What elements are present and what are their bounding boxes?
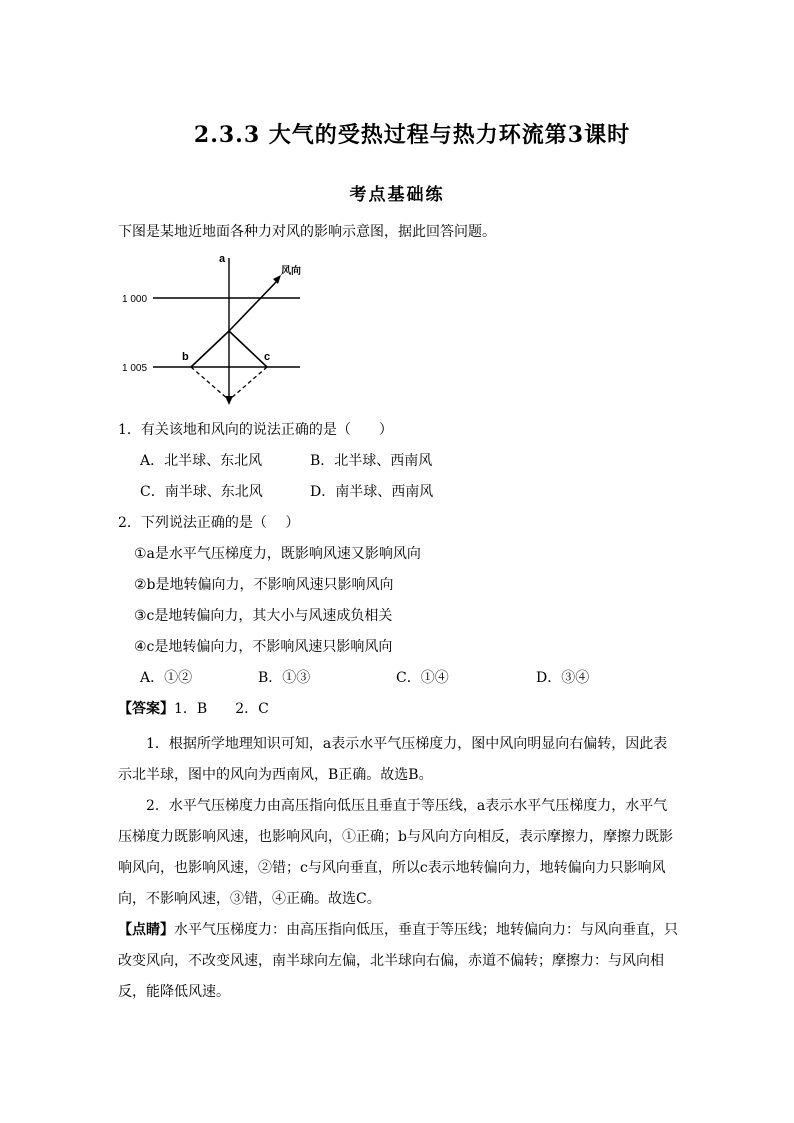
explanation-2: 2．水平气压梯度力由高压指向低压且垂直于等压线，a表示水平气压梯度力，水平气压梯度力既影响风速，也影响风向，①正确；b与风向方向相反，表示摩擦力，摩擦力既影响风向，也影响风速，②错；c与风向垂直，所以c表示地转偏向力，地转偏向力只影响风向，不影响风速，③错，④正确。故选C。 bbox=[118, 798, 673, 907]
label-1000: 1 000 bbox=[122, 294, 148, 305]
label-1005: 1 005 bbox=[122, 363, 148, 374]
force-arrowhead-down bbox=[225, 396, 233, 405]
tip-text: 水平气压梯度力：由高压指向低压，垂直于等压线；地转偏向力：与风向垂直，只改变风向，不改变风速，南半球向左偏，北半球向右偏，赤道不偏转；摩擦力：与风向相反，能降低风速。 bbox=[118, 922, 678, 1000]
label-wind: 风向 bbox=[281, 266, 301, 277]
question-2-statement-1: ①a是水平气压梯度力，既影响风速又影响风向 bbox=[134, 546, 421, 562]
question-2-option-d: D．③④ bbox=[536, 670, 590, 686]
question-1-option-c: C．南半球、东北风 bbox=[140, 484, 263, 500]
question-1-option-d: D．南半球、西南风 bbox=[310, 484, 434, 500]
explanation-1: 1．根据所学地理知识可知，a表示水平气压梯度力，图中风向明显向右偏转，因此表示北半球，图中的风向为西南风，B正确。故选B。 bbox=[118, 736, 668, 783]
wind-direction-line bbox=[229, 280, 278, 331]
question-2-statement-2: ②b是地转偏向力，不影响风速只影响风向 bbox=[134, 577, 394, 593]
dashed-left bbox=[191, 367, 229, 400]
question-1-option-a: A．北半球、东北风 bbox=[140, 453, 263, 469]
wind-force-diagram bbox=[118, 250, 318, 410]
dashed-right bbox=[229, 367, 267, 400]
tip-tag: 【点睛】 bbox=[118, 922, 174, 938]
answer-text: 1．B 2．C bbox=[174, 701, 269, 717]
section-subtitle: 考点基础练 bbox=[349, 185, 445, 205]
question-2-option-a: A．①② bbox=[140, 670, 193, 686]
question-1-stem: 1．有关该地和风向的说法正确的是（ ） bbox=[118, 422, 393, 438]
label-a: a bbox=[219, 253, 226, 265]
answer-line bbox=[118, 699, 269, 719]
question-2-option-c: C．①④ bbox=[396, 670, 449, 686]
question-2-option-b: B．①③ bbox=[258, 670, 311, 686]
question-2-stem: 2．下列说法正确的是（ ） bbox=[118, 515, 300, 531]
question-1-option-b: B．北半球、西南风 bbox=[310, 453, 433, 469]
page-title: 2.3.3 大气的受热过程与热力环流第3课时 bbox=[193, 122, 631, 148]
wind-arrowhead bbox=[273, 275, 281, 284]
force-b-line bbox=[191, 331, 229, 367]
label-c: c bbox=[264, 351, 271, 363]
question-2-statement-4: ④c是地转偏向力，不影响风速只影响风向 bbox=[134, 639, 393, 655]
intro-text: 下图是某地近地面各种力对风的影响示意图，据此回答问题。 bbox=[118, 224, 496, 240]
answer-tag: 【答案】 bbox=[118, 701, 174, 717]
force-c-line bbox=[229, 331, 267, 367]
tip-paragraph bbox=[118, 915, 678, 1008]
label-b: b bbox=[182, 351, 189, 363]
question-2-statement-3: ③c是地转偏向力，其大小与风速成负相关 bbox=[134, 608, 393, 624]
